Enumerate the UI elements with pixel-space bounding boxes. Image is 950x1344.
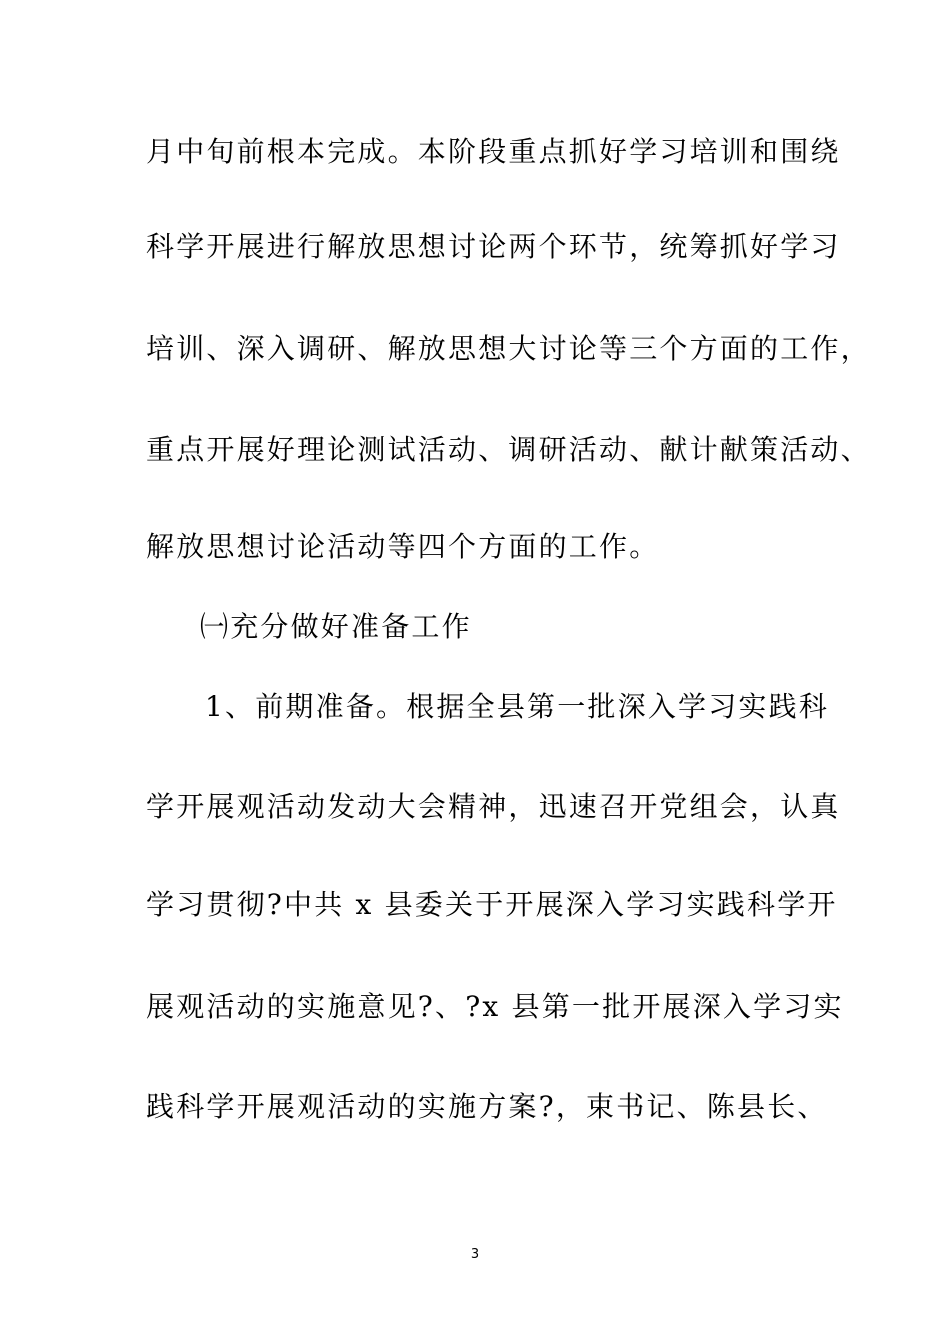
body-text-line-9: 展观活动的实施意见?、?x 县第一批开展深入学习实 bbox=[146, 990, 844, 1023]
body-text-line-5: 解放思想讨论活动等四个方面的工作。 bbox=[146, 530, 660, 563]
body-text-line-10: 践科学开展观活动的实施方案?，束书记、陈县长、 bbox=[146, 1090, 828, 1123]
body-text-line-1: 月中旬前根本完成。本阶段重点抓好学习培训和围绕 bbox=[146, 135, 841, 168]
body-text-line-8: 学习贯彻?中共 x 县委关于开展深入学习实践科学开 bbox=[146, 888, 838, 921]
body-text-line-7: 学开展观活动发动大会精神，迅速召开党组会，认真 bbox=[146, 790, 841, 823]
body-text-line-2: 科学开展进行解放思想讨论两个环节，统筹抓好学习 bbox=[146, 230, 841, 263]
body-text-line-6: 1、前期准备。根据全县第一批深入学习实践科 bbox=[205, 690, 830, 723]
page-number: 3 bbox=[470, 1247, 480, 1262]
body-text-line-4: 重点开展好理论测试活动、调研活动、献计献策活动、 bbox=[146, 433, 871, 466]
section-heading: ㈠充分做好准备工作 bbox=[200, 610, 472, 643]
body-text-line-3: 培训、深入调研、解放思想大讨论等三个方面的工作， bbox=[146, 332, 871, 365]
